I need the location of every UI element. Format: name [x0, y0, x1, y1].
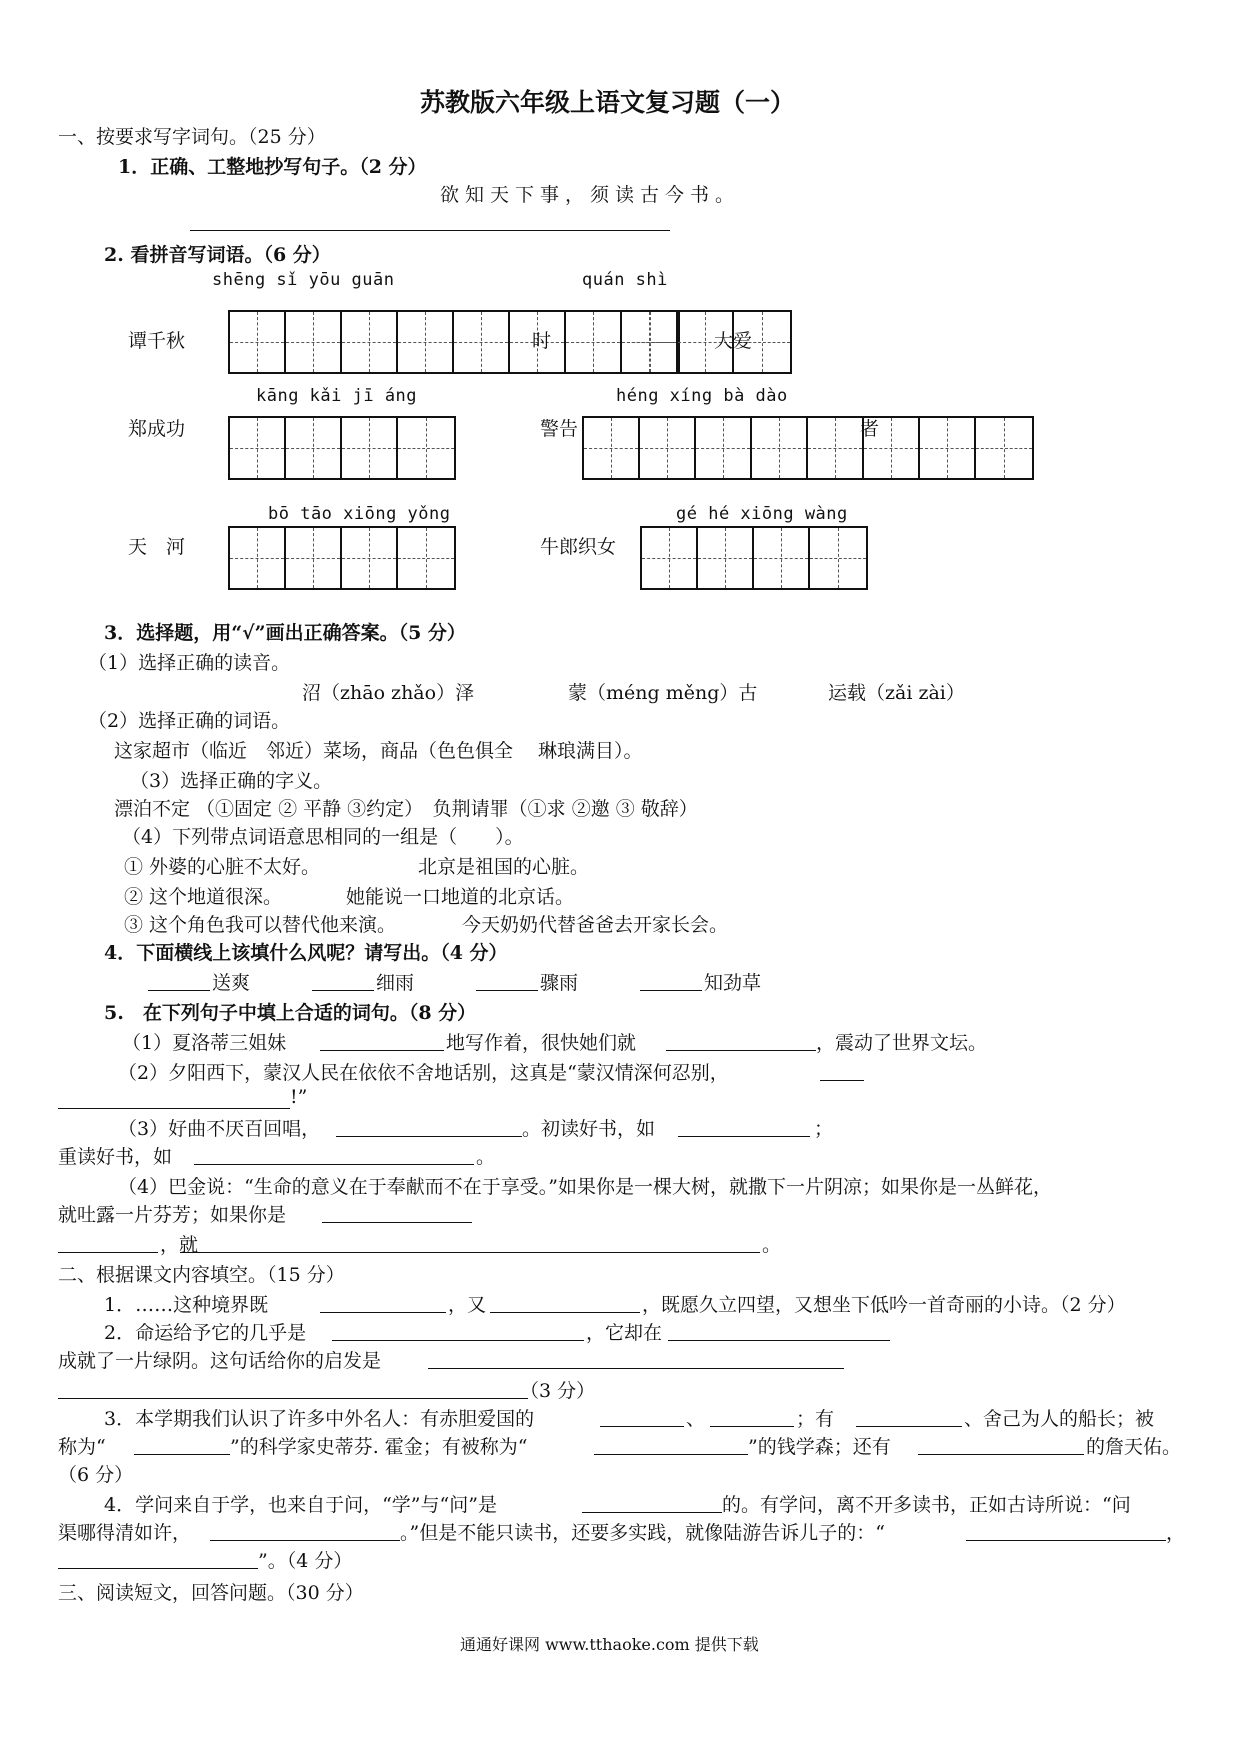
- s2-blank-6[interactable]: [58, 1398, 528, 1399]
- q3-sub3: （3）选择正确的字义。: [130, 770, 333, 792]
- q5-line3d: 重读好书，如: [58, 1146, 173, 1168]
- q5-blank-7[interactable]: [194, 1164, 474, 1165]
- s2-q2d: （3 分）: [520, 1380, 596, 1402]
- row2-right-prefix: 警告: [540, 418, 579, 440]
- q3-sub4-item-1b: 北京是祖国的心脏。: [418, 856, 590, 878]
- grid-cell[interactable]: [810, 528, 866, 588]
- q3-sub3-text[interactable]: 漂泊不定 （①固定 ② 平静 ③约定） 负荆请罪（①求 ②邀 ③ 敬辞）: [114, 798, 698, 820]
- grid-cell[interactable]: [808, 418, 864, 478]
- s2-q1c: ，既愿久立四望，又想坐下低吟一首奇丽的小诗。（2 分）: [642, 1294, 1126, 1316]
- section-2-heading: 二、根据课文内容填空。（15 分）: [58, 1264, 345, 1286]
- s2-blank-7[interactable]: [600, 1426, 684, 1427]
- section-1-heading: 一、按要求写字词句。（25 分）: [58, 126, 326, 148]
- s2-blank-2[interactable]: [490, 1312, 640, 1313]
- q1-label: 1．正确、工整地抄写句子。（2 分）: [118, 156, 427, 178]
- s2-blank-16[interactable]: [58, 1568, 258, 1569]
- page-title: 苏教版六年级上语文复习题（一）: [420, 88, 796, 117]
- q3-sub4-item-2a: ② 这个地道很深。: [124, 886, 283, 908]
- q3-sub1: （1）选择正确的读音。: [88, 652, 291, 674]
- grid-cell[interactable]: [398, 312, 454, 372]
- s2-blank-10[interactable]: [134, 1454, 230, 1455]
- row2-left-text: 郑成功: [128, 418, 186, 440]
- q5-blank-8[interactable]: [322, 1222, 472, 1223]
- grid-cell[interactable]: [566, 312, 622, 372]
- s2-blank-14[interactable]: [210, 1540, 400, 1541]
- s2-q3e: 称为“: [58, 1436, 106, 1458]
- writing-grid-row2-right[interactable]: [582, 416, 1034, 480]
- q5-line2b: !”: [290, 1086, 308, 1108]
- q5-line1c: ，震动了世界文坛。: [816, 1032, 988, 1054]
- writing-grid-row2-left[interactable]: [228, 416, 456, 480]
- row3-right-prefix: 牛郎织女: [540, 536, 617, 558]
- s2-q4b: 的。有学问，离不开多读书，正如古诗所说：“问: [722, 1494, 1131, 1516]
- grid-cell[interactable]: [286, 528, 342, 588]
- pinyin-row2-right: héng xíng bà dào: [616, 386, 788, 406]
- s2-q4d: 。”但是不能只读书，还要多实践，就像陆游告诉儿子的：“: [400, 1522, 885, 1544]
- s2-q3c: ；有: [796, 1408, 835, 1430]
- q4-blank-3[interactable]: [476, 990, 538, 991]
- s2-q1a: 1．……这种境界既: [104, 1294, 269, 1316]
- writing-grid-row3-left[interactable]: [228, 526, 456, 590]
- q4-item-1: 送爽: [212, 972, 251, 994]
- s2-q4f: ”。（4 分）: [258, 1550, 353, 1572]
- q5-line3b: 。初读好书，如: [522, 1118, 656, 1140]
- q2-label: 2. 看拼音写词语。（6 分）: [104, 244, 331, 266]
- q4-blank-2[interactable]: [312, 990, 374, 991]
- page-footer: 通通好课网 www.tthaoke.com 提供下载: [460, 1635, 759, 1654]
- q5-line4a: （4）巴金说：“生命的意义在于奉献而不在于享受。”如果你是一棵大树，就撒下一片阴凉；如果你是一丛鲜花，: [118, 1176, 1053, 1198]
- grid-cell[interactable]: [696, 418, 752, 478]
- q5-line4b: 就吐露一片芬芳；如果你是: [58, 1204, 287, 1226]
- q3-sub4: （4）下列带点词语意思相同的一组是（ ）。: [122, 826, 524, 848]
- q5-line4c: ，就: [160, 1234, 199, 1256]
- s2-blank-12[interactable]: [918, 1454, 1084, 1455]
- grid-cell[interactable]: [342, 418, 398, 478]
- q5-blank-5[interactable]: [336, 1136, 522, 1137]
- writing-grid-row3-right[interactable]: [640, 526, 868, 590]
- q5-line3c: ；: [814, 1118, 834, 1140]
- grid-cell[interactable]: [640, 418, 696, 478]
- grid-cell[interactable]: [584, 418, 640, 478]
- s2-q4a: 4．学问来自于学，也来自于问，“学”与“问”是: [104, 1494, 497, 1516]
- q5-line3a: （3）好曲不厌百回唱，: [118, 1118, 321, 1140]
- row1-right-prefix: 时: [532, 330, 552, 352]
- q3-sub4-item-3b: 今天奶奶代替爸爸去开家长会。: [462, 914, 729, 936]
- q1-sentence: 欲知天下事，须读古今书。: [440, 184, 741, 206]
- q5-line2a: （2）夕阳西下，蒙汉人民在依依不舍地话别，这真是“蒙汉情深何忍别，: [118, 1062, 729, 1084]
- q3-sub2-text[interactable]: 这家超市（临近 邻近）菜场，商品（色色俱全 琳琅满目）。: [114, 740, 643, 762]
- row2-right-suffix: 者: [860, 418, 880, 440]
- q5-blank-4[interactable]: [58, 1108, 290, 1109]
- grid-cell[interactable]: [398, 528, 454, 588]
- section-3-heading: 三、阅读短文，回答问题。（30 分）: [58, 1582, 364, 1604]
- q3-sub2: （2）选择正确的词语。: [88, 710, 291, 732]
- q4-item-2: 细雨: [376, 972, 415, 994]
- s2-q2c: 成就了一片绿阴。这句话给你的启发是: [58, 1350, 382, 1372]
- s2-blank-1[interactable]: [320, 1312, 446, 1313]
- grid-cell[interactable]: [622, 312, 678, 372]
- q5-blank-2[interactable]: [666, 1050, 816, 1051]
- s2-q3d: 、舍己为人的船长；被: [964, 1408, 1155, 1430]
- q4-label: 4．下面横线上该填什么风呢？请写出。（4 分）: [104, 942, 508, 964]
- q5-blank-1[interactable]: [320, 1050, 444, 1051]
- q5-blank-9[interactable]: [58, 1252, 158, 1253]
- grid-cell[interactable]: [454, 312, 510, 372]
- grid-cell[interactable]: [286, 418, 342, 478]
- q3-sub4-item-2b: 她能说一口地道的北京话。: [346, 886, 575, 908]
- q5-label: 5. 在下列句子中填上合适的词句。（8 分）: [104, 1002, 477, 1024]
- grid-cell[interactable]: [230, 312, 286, 372]
- s2-q3b: 、: [686, 1408, 706, 1430]
- q3-sub4-item-1a: ① 外婆的心脏不太好。: [124, 856, 321, 878]
- q3-sub1-item-1[interactable]: 沼（zhāo zhǎo）泽: [302, 682, 475, 704]
- q3-sub4-item-3a: ③ 这个角色我可以替代他来演。: [124, 914, 397, 936]
- s2-blank-4[interactable]: [668, 1340, 890, 1341]
- pinyin-row3-right: gé hé xiōng wàng: [676, 504, 848, 524]
- pinyin-row1-left: shēng sǐ yōu guān: [212, 270, 395, 290]
- grid-cell[interactable]: [230, 418, 286, 478]
- grid-cell[interactable]: [752, 418, 808, 478]
- q5-blank-6[interactable]: [678, 1136, 810, 1137]
- q3-sub1-item-2[interactable]: 蒙（méng měng）古: [568, 682, 758, 704]
- s2-q4c: 渠哪得清如许，: [58, 1522, 192, 1544]
- q5-blank-10[interactable]: [180, 1252, 760, 1253]
- row1-right-suffix: 大爱: [714, 330, 753, 352]
- grid-cell[interactable]: [976, 418, 1032, 478]
- q3-sub1-item-3[interactable]: 运载（zǎi zài）: [828, 682, 965, 704]
- q5-blank-3[interactable]: [820, 1080, 864, 1081]
- row1-left-text: 谭千秋: [128, 330, 186, 352]
- q4-item-4: 知劲草: [704, 972, 762, 994]
- pinyin-row2-left: kāng kǎi jī áng: [256, 386, 418, 406]
- s2-q3i: （6 分）: [58, 1464, 134, 1486]
- grid-cell[interactable]: [230, 528, 286, 588]
- s2-blank-11[interactable]: [594, 1454, 748, 1455]
- grid-cell[interactable]: [920, 418, 976, 478]
- s2-q2b: ，它却在: [586, 1322, 663, 1344]
- writing-grid-row1-right[interactable]: [564, 310, 792, 374]
- s2-q3a: 3．本学期我们认识了许多中外名人：有赤胆爱国的: [104, 1408, 535, 1430]
- s2-blank-8[interactable]: [710, 1426, 794, 1427]
- pinyin-row1-right: quán shì: [582, 270, 668, 290]
- s2-blank-3[interactable]: [332, 1340, 584, 1341]
- s2-q2a: 2．命运给予它的几乎是: [104, 1322, 307, 1344]
- s2-blank-13[interactable]: [582, 1512, 722, 1513]
- grid-cell[interactable]: [754, 528, 810, 588]
- row3-left-text: 天 河: [128, 536, 186, 558]
- grid-cell[interactable]: [286, 312, 342, 372]
- q5-line1b: 地写作着，很快她们就: [446, 1032, 637, 1054]
- s2-blank-9[interactable]: [856, 1426, 962, 1427]
- q4-blank-1[interactable]: [148, 990, 210, 991]
- q4-item-3: 骤雨: [540, 972, 579, 994]
- q5-line4d: 。: [762, 1234, 782, 1256]
- s2-q3g: ”的钱学森；还有: [748, 1436, 891, 1458]
- grid-cell[interactable]: [342, 528, 398, 588]
- s2-q1b: ，又: [448, 1294, 487, 1316]
- s2-q4e: ，: [1166, 1522, 1186, 1544]
- grid-cell[interactable]: [398, 418, 454, 478]
- pinyin-row3-left: bō tāo xiōng yǒng: [268, 504, 451, 524]
- s2-blank-5[interactable]: [428, 1368, 844, 1369]
- s2-q3f: ”的科学家史蒂芬. 霍金；有被称为“: [230, 1436, 528, 1458]
- q3-label: 3．选择题，用“√”画出正确答案。（5 分）: [104, 622, 466, 644]
- q1-answer-line[interactable]: [190, 230, 670, 231]
- s2-blank-15[interactable]: [966, 1540, 1166, 1541]
- grid-cell[interactable]: [642, 528, 698, 588]
- s2-q3h: 的詹天佑。: [1086, 1436, 1182, 1458]
- q5-line1a: （1）夏洛蒂三姐妹: [122, 1032, 287, 1054]
- grid-cell[interactable]: [698, 528, 754, 588]
- grid-cell[interactable]: [342, 312, 398, 372]
- q4-blank-4[interactable]: [640, 990, 702, 991]
- q5-line3e: 。: [476, 1146, 496, 1168]
